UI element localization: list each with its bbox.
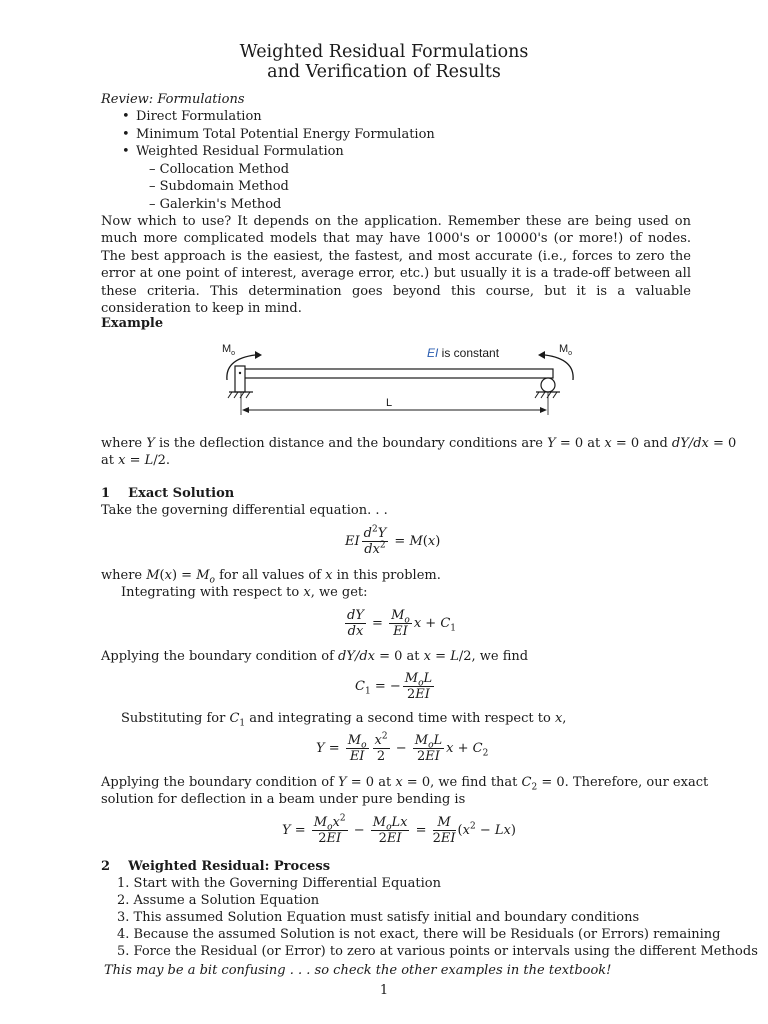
- left-support-block: [235, 366, 245, 392]
- intro-paragraph: Now which to use? It depends on the application. Remember these are being used on much more complicated models that may have 1000's or 10000's (or more!) of nodes. The best approach is the easiest, the fastest, and most accurate (i.e., forces to zero the error at one point of interest, average error, etc.) but usually it is a trade-off between all these criteria. This determination goes beyond this course, but it is a valuable consideration to keep in mind.: [101, 214, 691, 317]
- process-step-2: 2. Assume a Solution Equation: [117, 893, 320, 908]
- length-label: L: [386, 397, 393, 409]
- equation-first-integral: $\frac{dY}{dx}$ = $\frac{M_o}{EI}$ $x + C_1$: [347, 608, 457, 639]
- section-2-note: This may be a bit confusing . . . so check the other examples in the textbook!: [104, 963, 612, 978]
- equation-c1: $C_1$ = − $\frac{M_oL}{2EI}$: [355, 671, 433, 702]
- applying-bc-2-line-2: solution for deflection in a beam under pure bending is: [101, 792, 466, 807]
- review-bullet-1: • Direct Formulation: [136, 108, 262, 125]
- dim-arrowhead-left: [242, 407, 249, 413]
- page-number: 1: [379, 983, 389, 998]
- section-1-heading: 1 Exact Solution: [101, 486, 235, 501]
- applying-bc-2-line-1: Applying the boundary condition of Y = 0 at x = 0, we find that $C_2 = 0$. Therefore, our exact: [101, 775, 709, 793]
- integrating-line: Integrating with respect to x, we get:: [121, 585, 368, 600]
- dim-arrowhead-right: [540, 407, 547, 413]
- review-bullet-3: • Weighted Residual Formulation: [136, 143, 344, 160]
- left-ground-hatch: [228, 392, 250, 398]
- applying-bc-1: Applying the boundary condition of dY/dx = 0 at x = L/2, we find: [101, 649, 529, 664]
- substituting-line: Substituting for $C_1$ and integrating a second time with respect to x,: [121, 711, 567, 729]
- section-1-intro: Take the governing differential equation. . .: [101, 503, 388, 518]
- review-bullet-2: • Minimum Total Potential Energy Formulation: [136, 126, 435, 143]
- boundary-conditions-line-1: where Y is the deflection distance and the boundary conditions are Y = 0 at x = 0 and dY/dx = 0: [101, 436, 737, 451]
- equation-exact-solution: Y = $\frac{M_ox^2}{2EI}$ − $\frac{M_oLx}{2EI}$ = $\frac{M}{2EI}$ $(x^2 - Lx)$: [282, 813, 516, 846]
- page-title-line-1: Weighted Residual Formulations: [239, 42, 529, 62]
- boundary-conditions-line-2: at x = L/2.: [101, 453, 171, 468]
- equation-second-integral: Y = $\frac{M_o}{EI}$ $\frac{x^2}{2}$ − $\frac{M_oL}{2EI}$ $x + C_2$: [316, 731, 489, 764]
- left-support-pin: [239, 372, 241, 374]
- right-ground-hatch: [535, 392, 557, 398]
- where-m-line: where $M(x) = M_o$ for all values of x in this problem.: [101, 568, 441, 586]
- right-roller: [541, 378, 555, 392]
- example-heading: Example: [101, 316, 164, 331]
- beam-figure: [215, 335, 585, 425]
- moment-left-label: $M_o$: [222, 343, 236, 357]
- review-sub-item-2: – Subdomain Method: [149, 179, 289, 194]
- moment-right-label: $M_o$: [559, 343, 573, 357]
- beam: [243, 369, 553, 378]
- process-step-4: 4. Because the assumed Solution is not exact, there will be Residuals (or Errors) remaining: [117, 927, 721, 942]
- section-2-heading: 2 Weighted Residual: Process: [101, 859, 331, 874]
- review-sub-item-1: – Collocation Method: [149, 162, 290, 177]
- review-sub-item-3: – Galerkin's Method: [149, 197, 282, 212]
- process-step-1: 1. Start with the Governing Differential Equation: [117, 876, 441, 891]
- process-step-5: 5. Force the Residual (or Error) to zero at various points or intervals using the different Methods: [117, 944, 758, 959]
- moment-left-arrowhead: [255, 351, 262, 359]
- review-heading: Review: Formulations: [101, 92, 245, 107]
- moment-right-arrowhead: [538, 351, 545, 359]
- equation-governing: EI $\frac{d^2Y}{dx^2}$ = M(x): [345, 524, 441, 557]
- page-title-line-2: and Verification of Results: [267, 62, 501, 82]
- process-step-3: 3. This assumed Solution Equation must satisfy initial and boundary conditions: [117, 910, 640, 925]
- ei-constant-label: EI is constant: [427, 346, 500, 360]
